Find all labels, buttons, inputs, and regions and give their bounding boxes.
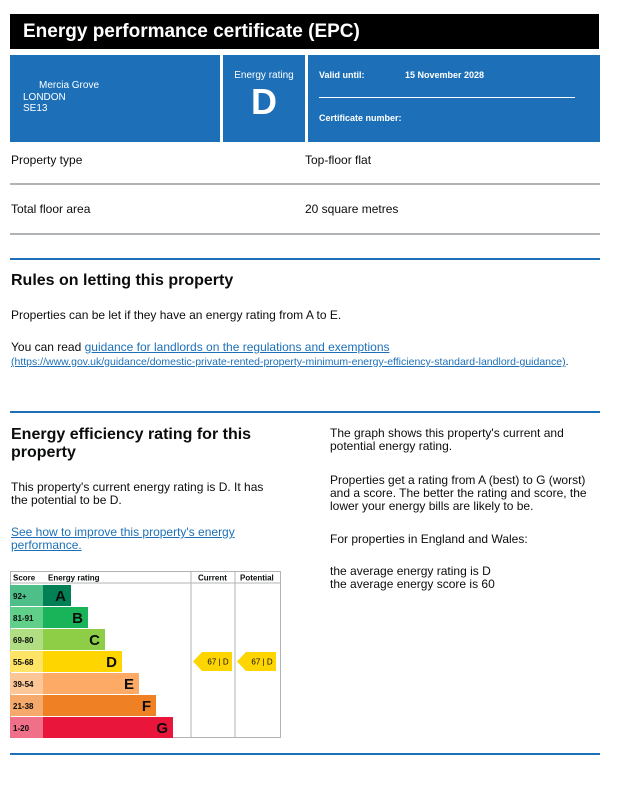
energy-rating-label: Energy rating (234, 70, 294, 81)
current-rating-line1: This property's current energy rating is D. It has (11, 480, 264, 494)
floor-area-label: Total floor area (11, 202, 91, 216)
certificate-info-box (308, 55, 600, 142)
graph-explanation-line2: potential energy rating. (330, 439, 453, 453)
current-rating-score-label: 67 | D (207, 657, 229, 667)
letting-rules-heading: Rules on letting this property (11, 272, 234, 289)
rating-explanation-line2: and a score. The better the rating and score, the (330, 486, 587, 500)
landlord-guidance-prefix: You can read (11, 340, 85, 354)
rating-bar-letter: G (156, 720, 168, 737)
graph-explanation (330, 427, 564, 453)
score-range-label: 69-80 (13, 636, 34, 645)
current-header: Current (198, 573, 227, 583)
property-type-label: Property type (11, 153, 83, 167)
score-range-label: 92+ (13, 592, 27, 601)
address-line-postcode: SE13 (23, 103, 48, 114)
property-type-value: Top-floor flat (305, 153, 372, 167)
address-line-city: LONDON (23, 92, 66, 103)
rating-explanation (330, 474, 587, 513)
landlord-guidance-url-link[interactable]: (https://www.gov.uk/guidance/domestic-private-rented-property-minimum-energy-efficiency-standard-landlord-guidance) (11, 356, 566, 368)
section-divider (10, 258, 600, 260)
energy-rating-value: D (251, 81, 277, 122)
improve-energy-link[interactable] (11, 525, 235, 552)
average-rating-text (330, 565, 495, 591)
energy-rating-box (223, 55, 305, 142)
efficiency-heading-line2: property (11, 444, 76, 461)
energy-rating-header: Energy rating (48, 573, 100, 583)
efficiency-heading-line1: Energy efficiency rating for this (11, 426, 252, 443)
page-title: Energy performance certificate (EPC) (23, 21, 360, 42)
landlord-guidance-suffix: . (565, 356, 569, 368)
rating-bar-g (43, 717, 173, 738)
valid-until-label: Valid until: (319, 70, 365, 80)
improve-link-line2: performance. (11, 538, 82, 552)
rating-bar-letter: D (106, 654, 117, 671)
score-range-label: 1-20 (13, 724, 30, 733)
address-line-street: Mercia Grove (39, 80, 100, 91)
divider (10, 233, 600, 235)
divider (10, 183, 600, 185)
score-range-label: 39-54 (13, 680, 34, 689)
improve-link-line1: See how to improve this property's energy (11, 525, 235, 539)
improve-link-block (11, 526, 235, 552)
address-box (10, 55, 220, 142)
score-range-label: 81-91 (13, 614, 34, 623)
certificate-title-bar (10, 14, 599, 49)
england-wales-text: For properties in England and Wales: (330, 532, 528, 546)
certificate-number-label: Certificate number: (319, 113, 402, 123)
section-divider (10, 411, 600, 413)
graph-explanation-line1: The graph shows this property's current and (330, 426, 564, 440)
certificate-divider (319, 97, 575, 98)
landlord-guidance-link[interactable]: guidance for landlords on the regulations and exemptions (84, 340, 390, 354)
rating-bar-f (43, 695, 156, 716)
potential-header: Potential (240, 573, 274, 583)
rating-bar-letter: E (123, 676, 134, 693)
current-rating-text (11, 481, 263, 507)
score-range-label: 21-38 (13, 702, 34, 711)
rating-explanation-line3: lower your energy bills are likely to be. (330, 499, 534, 513)
rating-bar-letter: A (55, 588, 66, 605)
floor-area-value: 20 square metres (305, 202, 399, 216)
landlord-guidance-text (11, 341, 390, 354)
efficiency-heading (11, 426, 251, 462)
letting-rules-text: Properties can be let if they have an energy rating from A to E. (11, 308, 342, 322)
average-rating-line: the average energy rating is D (330, 564, 491, 578)
rating-bar-letter: C (89, 632, 100, 649)
potential-rating-score-label: 67 | D (251, 657, 273, 667)
energy-rating-chart (10, 571, 281, 738)
score-header: Score (13, 573, 36, 583)
score-range-label: 55-68 (13, 658, 34, 667)
rating-explanation-line1: Properties get a rating from A (best) to G (worst) (330, 473, 586, 487)
section-divider (10, 753, 600, 755)
average-score-line: the average energy score is 60 (330, 577, 495, 591)
rating-bar-letter: F (141, 698, 151, 715)
landlord-guidance-url-block (11, 355, 571, 369)
valid-until-value: 15 November 2028 (405, 70, 485, 80)
rating-bar-letter: B (72, 610, 83, 627)
current-rating-line2: the potential to be D. (11, 493, 122, 507)
